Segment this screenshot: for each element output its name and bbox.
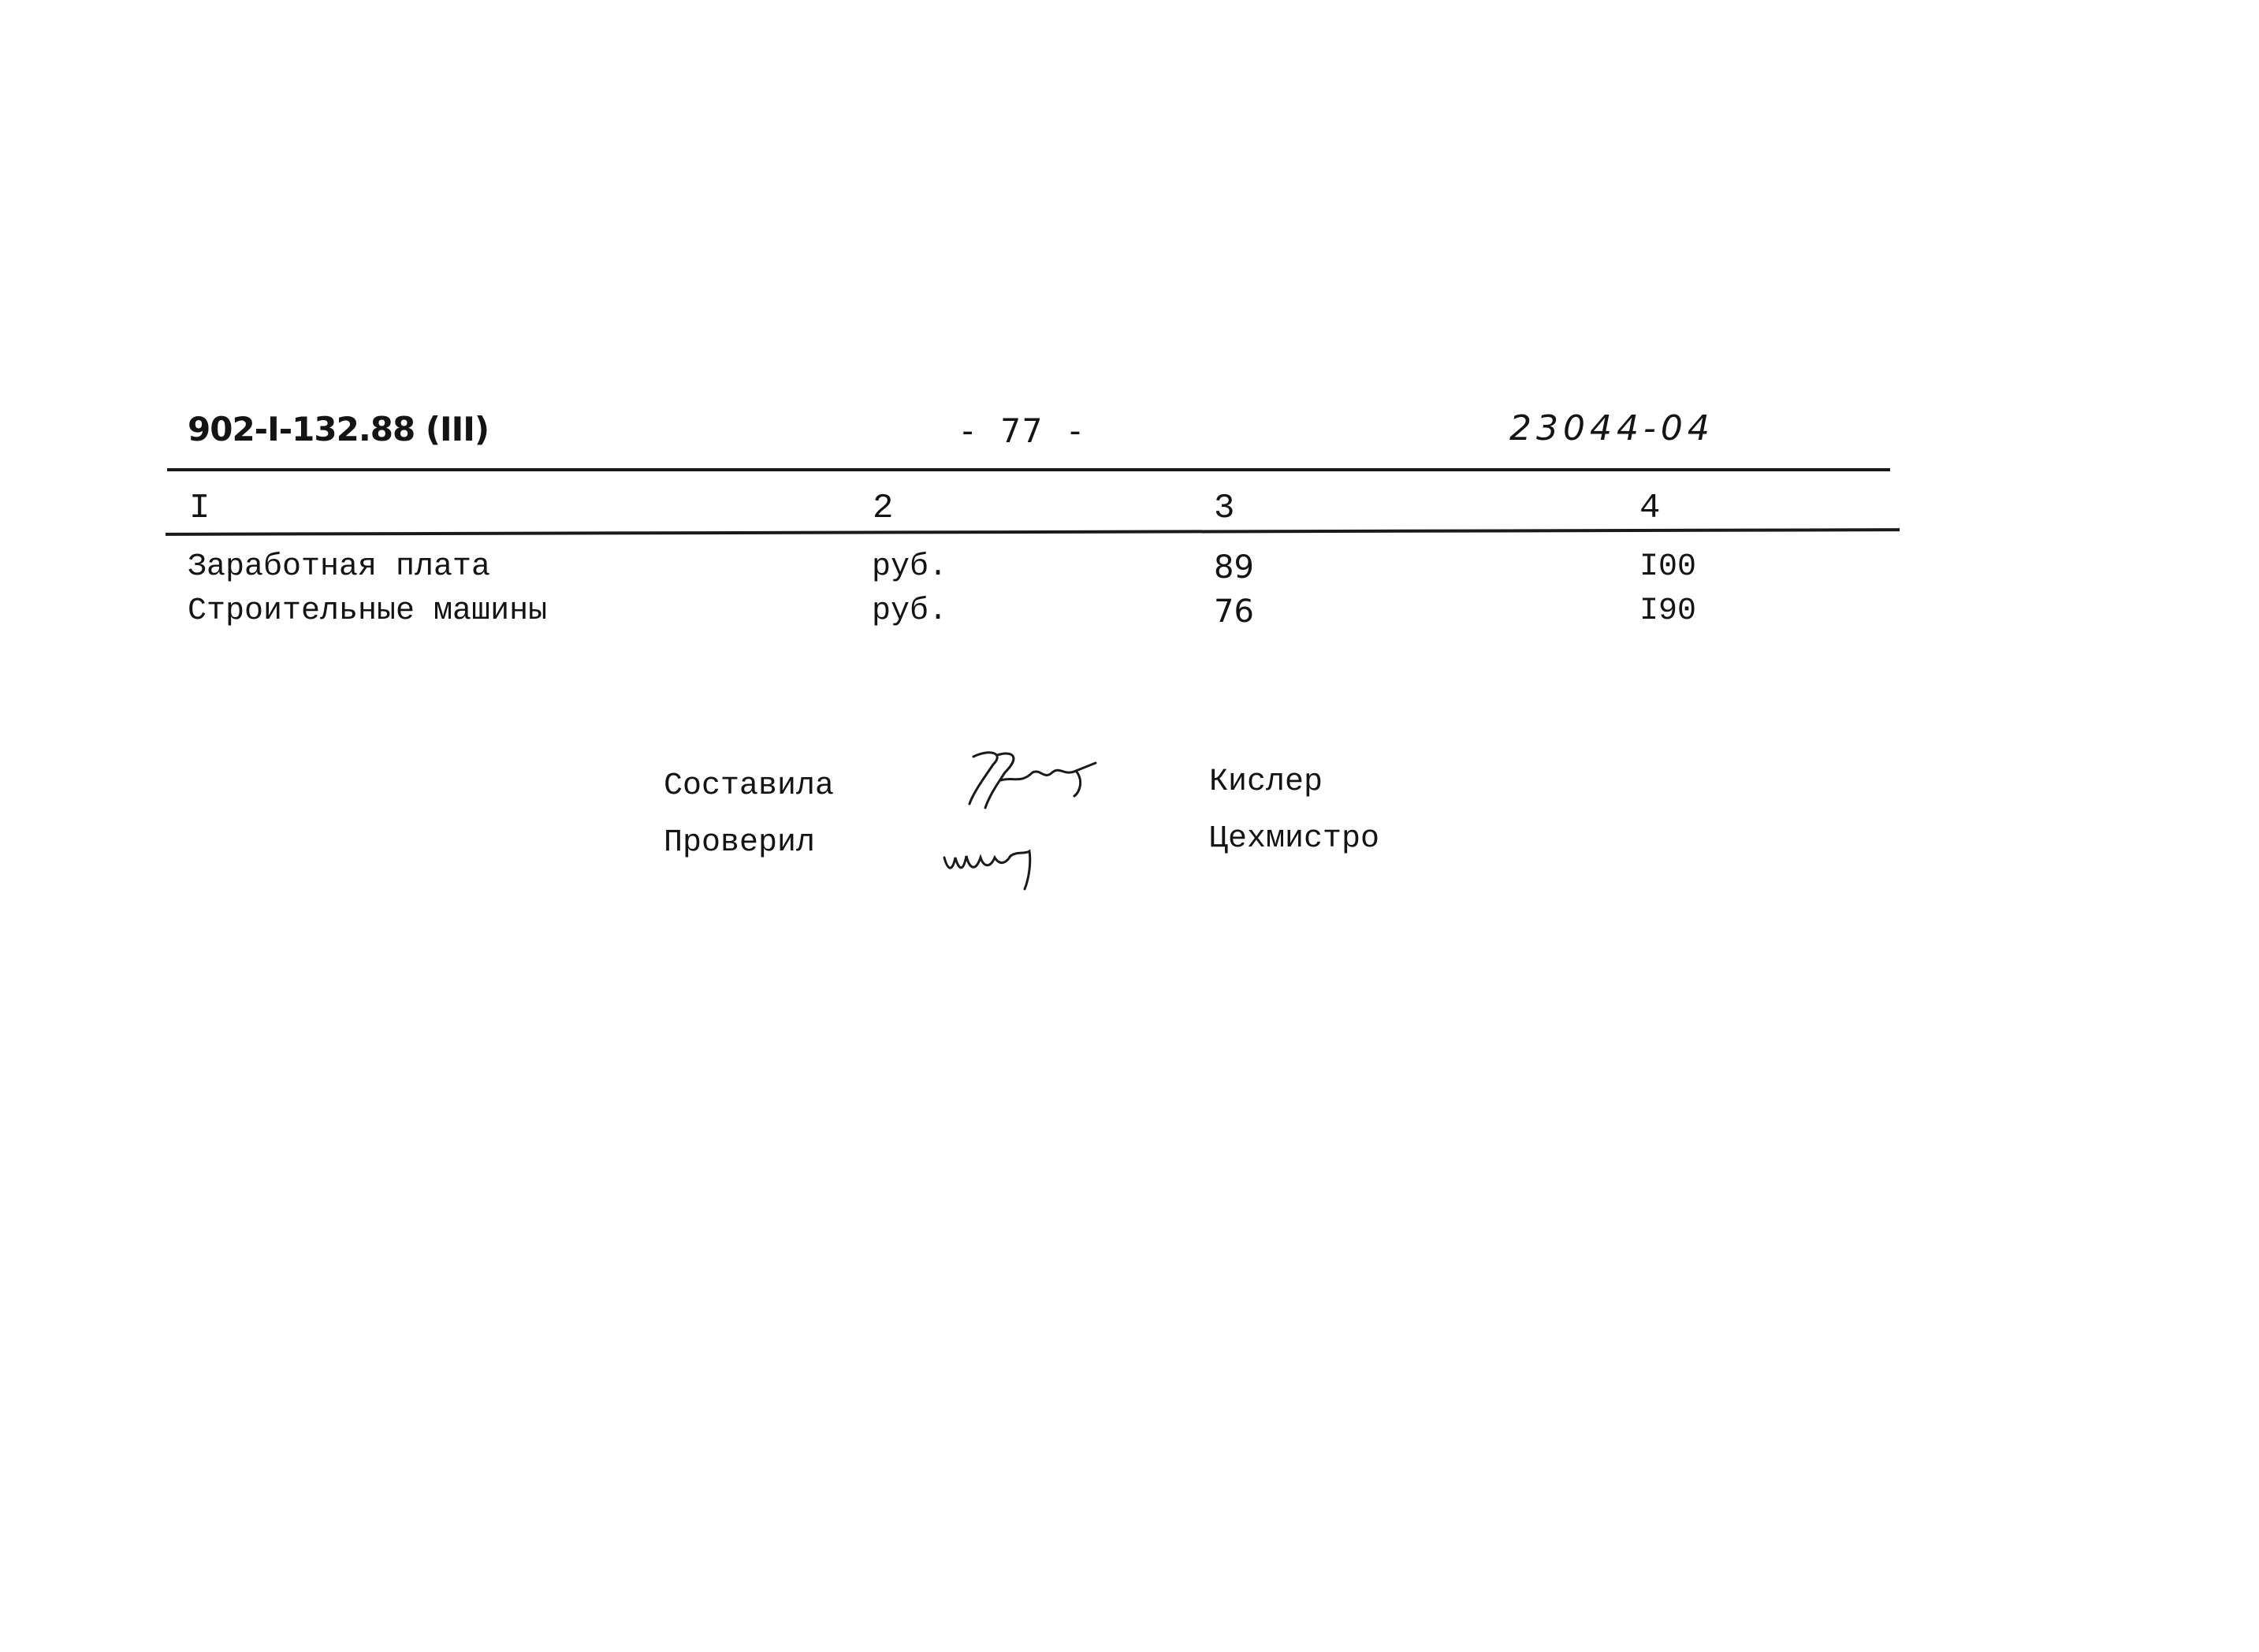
page-number: - 77 - <box>958 411 1087 450</box>
row-2-value-4: I90 <box>1639 593 1697 629</box>
column-number-3: 3 <box>1214 489 1235 528</box>
column-number-2: 2 <box>873 489 894 528</box>
row-1-name: Заработная плата <box>188 549 491 585</box>
signature-compiler <box>958 749 1107 812</box>
compiler-name: Кислер <box>1209 765 1323 800</box>
table-header-rule <box>166 528 1900 536</box>
handwritten-number: 23044-04 <box>1509 408 1714 448</box>
row-1-value-4: I00 <box>1639 549 1697 585</box>
compiled-by-label: Составила <box>664 768 835 804</box>
row-1-unit: руб. <box>872 549 948 585</box>
row-1-value-3: 89 <box>1214 549 1254 586</box>
column-number-4: 4 <box>1639 489 1661 528</box>
checked-by-label: Проверил <box>664 825 816 861</box>
row-2-value-3: 76 <box>1214 593 1254 630</box>
document-code: 902-I-132.88 (III) <box>188 410 489 448</box>
signature-checker <box>938 834 1056 897</box>
column-number-1: I <box>189 489 210 528</box>
table-top-rule <box>167 468 1890 471</box>
row-2-name: Строительные машины <box>188 593 548 629</box>
checker-name: Цехмистро <box>1209 821 1380 857</box>
row-2-unit: руб. <box>872 593 948 629</box>
